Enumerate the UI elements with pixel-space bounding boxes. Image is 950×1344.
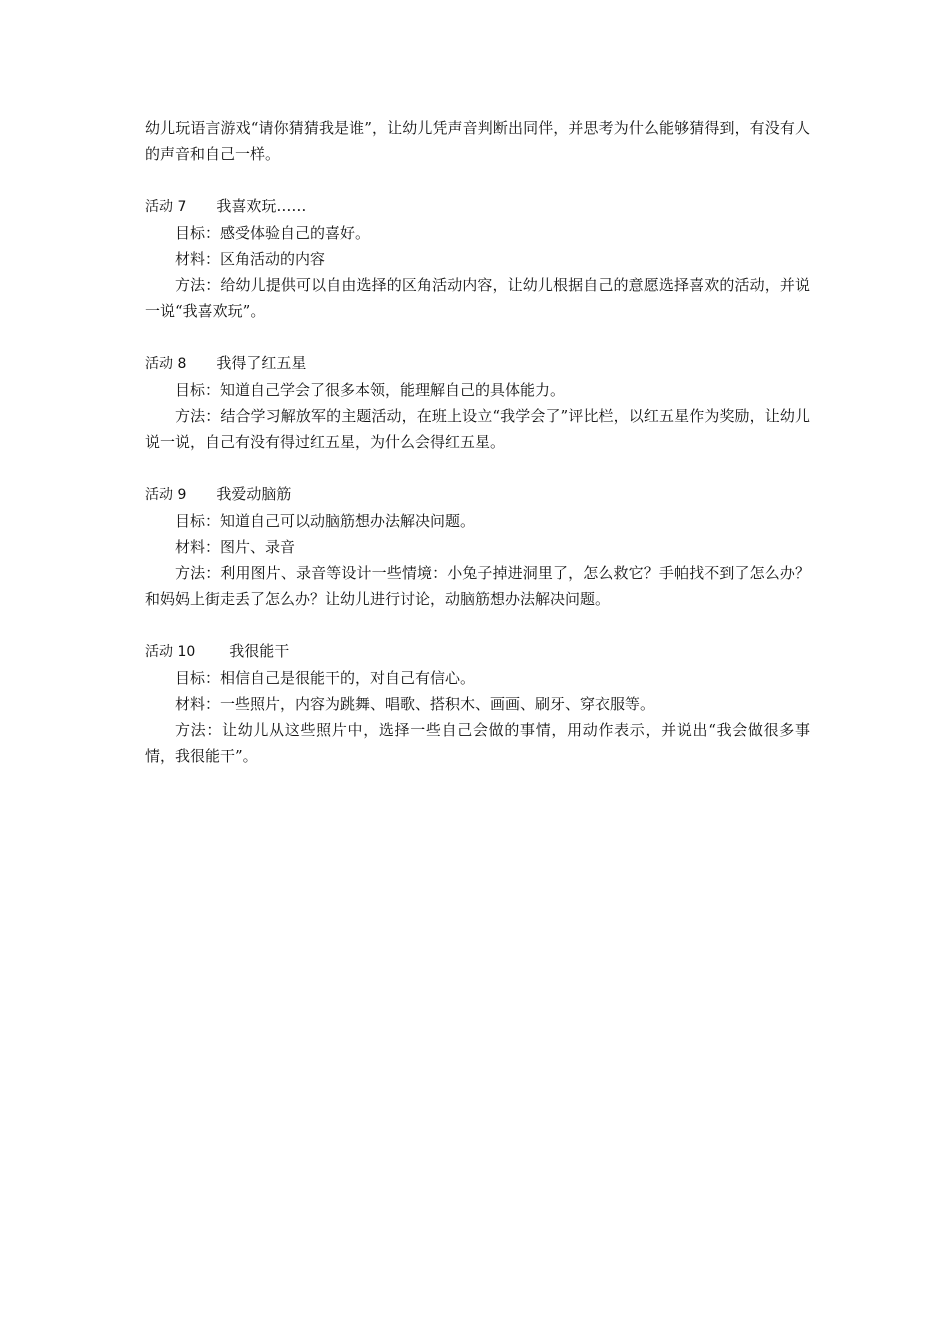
activity-materials: 材料：一些照片，内容为跳舞、唱歌、搭积木、画画、刷牙、穿衣服等。 bbox=[175, 695, 656, 713]
activity-title: 我喜欢玩…… bbox=[216, 197, 307, 215]
activity-materials: 材料：图片、录音 bbox=[175, 538, 296, 556]
activity-title: 我很能干 bbox=[229, 642, 290, 660]
activity-label: 活动 10 bbox=[145, 644, 196, 660]
activity-heading bbox=[145, 350, 810, 377]
activity-materials: 材料：区角活动的内容 bbox=[175, 250, 326, 268]
activity-goal: 目标：感受体验自己的喜好。 bbox=[175, 224, 371, 242]
activity-label: 活动 9 bbox=[145, 487, 187, 503]
activity-goal: 目标：知道自己可以动脑筋想办法解决问题。 bbox=[175, 512, 476, 530]
activity-label: 活动 7 bbox=[145, 199, 187, 215]
activity-label: 活动 8 bbox=[145, 356, 187, 372]
activity-method: 方法：给幼儿提供可以自由选择的区角活动内容，让幼儿根据自己的意愿选择喜欢的活动，并说一说“我喜欢玩”。 bbox=[145, 276, 810, 320]
activity-10 bbox=[145, 638, 810, 769]
activity-9 bbox=[145, 481, 810, 612]
activity-goal: 目标：知道自己学会了很多本领，能理解自己的具体能力。 bbox=[175, 381, 566, 399]
activity-title: 我爱动脑筋 bbox=[216, 485, 292, 503]
intro-paragraph: 幼儿玩语言游戏“请你猜猜我是谁”，让幼儿凭声音判断出同伴，并思考为什么能够猜得到，有没有人的声音和自己一样。 bbox=[145, 119, 810, 163]
activity-goal: 目标：相信自己是很能干的，对自己有信心。 bbox=[175, 669, 476, 687]
activity-title: 我得了红五星 bbox=[216, 354, 307, 372]
activity-method: 方法：结合学习解放军的主题活动，在班上设立“我学会了”评比栏，以红五星作为奖励，让幼儿说一说，自己有没有得过红五星，为什么会得红五星。 bbox=[145, 407, 810, 451]
activity-heading bbox=[145, 193, 810, 220]
activity-8 bbox=[145, 350, 810, 455]
activity-heading bbox=[145, 481, 810, 508]
activity-7 bbox=[145, 193, 810, 324]
activity-method: 方法：让幼儿从这些照片中，选择一些自己会做的事情，用动作表示，并说出“我会做很多事情，我很能干”。 bbox=[145, 721, 810, 765]
activity-heading bbox=[145, 638, 810, 665]
document-page bbox=[145, 115, 810, 769]
activity-method: 方法：利用图片、录音等设计一些情境：小兔子掉进洞里了，怎么救它？手帕找不到了怎么办？和妈妈上街走丢了怎么办？让幼儿进行讨论，动脑筋想办法解决问题。 bbox=[145, 564, 810, 608]
